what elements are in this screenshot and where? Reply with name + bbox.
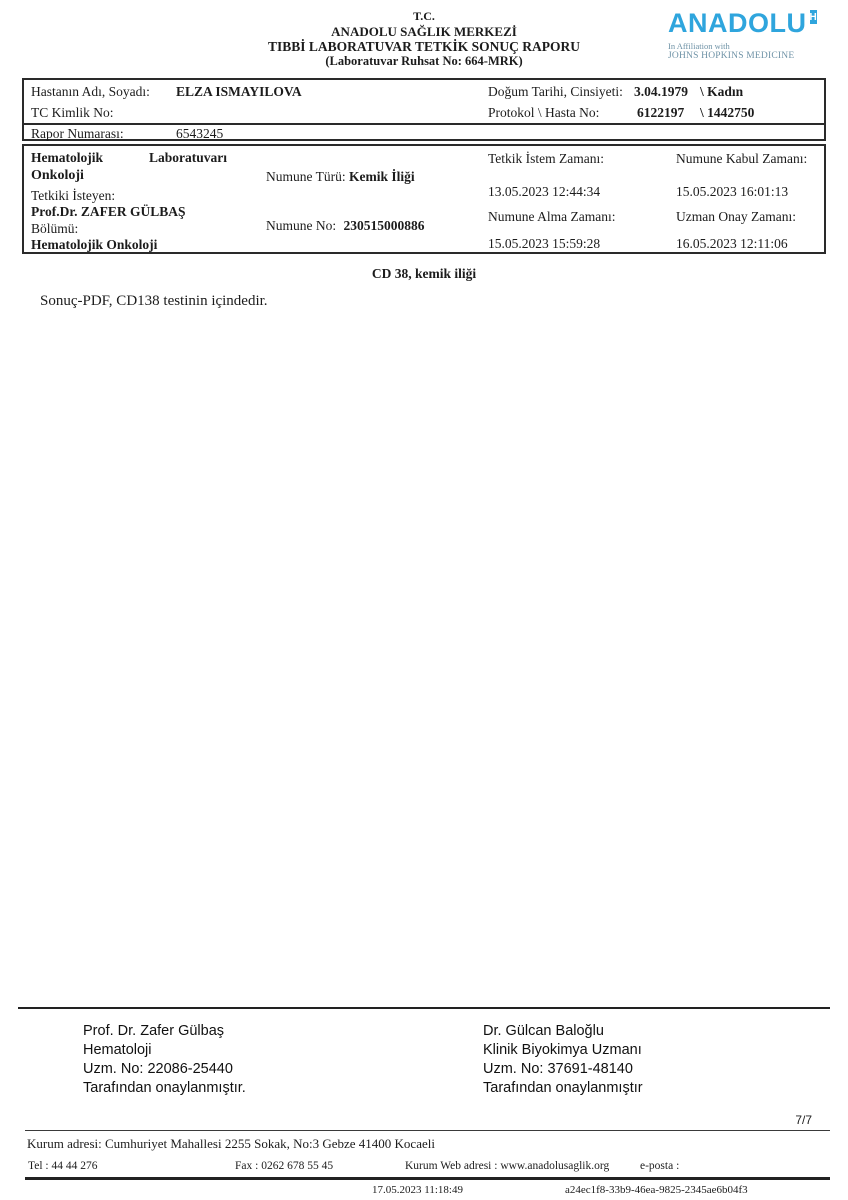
document-id: a24ec1f8-33b9-46ea-9825-2345ae6b04f3 [565,1184,748,1196]
report-no-value: 6543245 [176,126,224,141]
lab-name-word1: Hematolojik [31,150,103,165]
header-tc: T.C. [413,9,435,23]
footer-tel: Tel : 44 44 276 [28,1160,98,1172]
header-institution: ANADOLU SAĞLIK MERKEZİ [331,24,517,39]
signature-block-left [83,1022,246,1098]
signature-divider-line [18,1007,830,1009]
gender-value: \ Kadın [700,84,744,99]
approve-time-label: Uzman Onay Zamanı: [676,209,796,224]
signer-reg-no: Uzm. No: 37691-48140 [483,1061,633,1077]
collect-time-label: Numune Alma Zamanı: [488,209,616,224]
lab-info-box [22,144,826,254]
protocol-value: 6122197 [637,105,685,120]
sample-type-label: Numune Türü: [266,169,346,184]
header-report-title: TIBBİ LABORATUVAR TETKİK SONUÇ RAPORU [267,39,581,54]
birth-gender-label: Doğum Tarihi, Cinsiyeti: [488,84,623,99]
test-title: CD 38, kemik iliği [371,266,477,281]
lab-name-line2: Onkoloji [31,168,84,183]
sample-no [266,218,425,234]
signer-approved-text: Tarafından onaylanmıştır. [83,1080,246,1096]
signature-block-right [483,1022,643,1098]
tc-id-label: TC Kimlik No: [31,105,114,120]
patient-name-value: ELZA ISMAYILOVA [176,84,302,99]
footer-fax: Fax : 0262 678 55 45 [235,1160,334,1172]
signer-name: Prof. Dr. Zafer Gülbaş [83,1023,225,1039]
patient-info-box [22,78,826,141]
collect-time-value: 15.05.2023 15:59:28 [488,236,601,251]
request-time-label: Tetkik İstem Zamanı: [488,151,605,166]
signer-dept: Klinik Biyokimya Uzmanı [483,1042,642,1058]
department-label: Bölümü: [31,221,79,236]
report-no-label: Rapor Numarası: [31,126,124,141]
affiliation-line1: In Affiliation with [668,41,730,51]
lab-name-word2: Laboratuvarı [148,150,227,165]
signer-approved-text: Tarafından onaylanmıştır [483,1080,643,1096]
anadolu-brand-text: ANADOLU [668,8,807,38]
request-time-value: 13.05.2023 12:44:34 [488,184,601,199]
affiliation-text [668,41,808,61]
protocol-label: Protokol \ Hasta No: [488,105,600,120]
accept-time-value: 15.05.2023 16:01:13 [676,184,789,199]
requester-value: Prof.Dr. ZAFER GÜLBAŞ [31,204,186,219]
johns-hopkins-h-icon: H [809,11,817,23]
footer-web-address: Kurum Web adresi : www.anadolusaglik.org [405,1160,610,1172]
test-result-text: Sonuç-PDF, CD138 testinin içindedir. [40,293,268,309]
requester-label: Tetkiki İsteyen: [31,188,116,203]
footer-divider-thin [25,1130,830,1131]
sample-type [266,169,415,185]
footer-eposta: e-posta : [640,1160,680,1172]
sample-no-value: 230515000886 [343,218,425,233]
anadolu-logo [668,8,817,61]
institution-address: Kurum adresi: Cumhuriyet Mahallesi 2255 Sokak, No:3 Gebze 41400 Kocaeli [27,1136,435,1151]
signer-dept: Hematoloji [83,1042,152,1058]
affiliation-line2: JOHNS HOPKINS MEDICINE [668,51,795,61]
header-license-no: (Laboratuvar Ruhsat No: 664-MRK) [325,54,523,68]
sample-no-label: Numune No: [266,218,337,233]
signer-reg-no: Uzm. No: 22086-25440 [83,1061,233,1077]
signer-name: Dr. Gülcan Baloğlu [483,1023,604,1039]
lab-name-line1 [31,150,227,166]
patient-box-divider [24,123,824,125]
sample-type-value: Kemik İliği [349,169,415,184]
department-value: Hematolojik Onkoloji [31,237,158,252]
approve-time-value: 16.05.2023 12:11:06 [676,236,788,251]
patient-name-label: Hastanın Adı, Soyadı: [31,84,150,99]
print-timestamp: 17.05.2023 11:18:49 [372,1184,463,1196]
accept-time-label: Numune Kabul Zamanı: [676,151,808,166]
hasta-no-value: \ 1442750 [700,105,755,120]
page-number: 7/7 [795,1113,812,1127]
birth-date-value: 3.04.1979 [634,84,688,99]
footer-divider-thick [25,1177,830,1180]
